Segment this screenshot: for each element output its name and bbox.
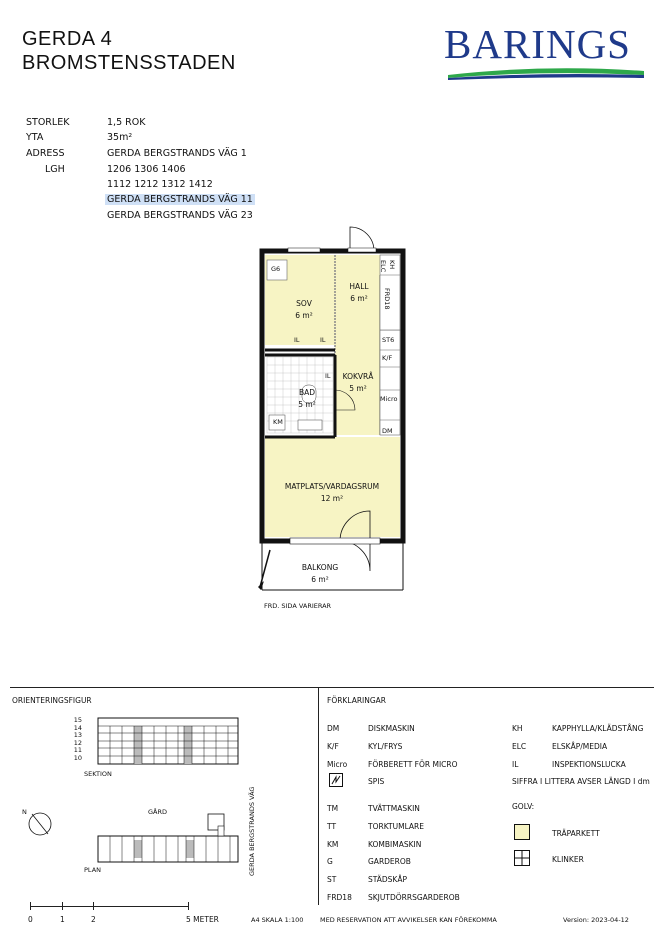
tag-il-2: IL [320, 336, 326, 344]
legend-text: SKJUTDÖRRSGARDEROB [368, 893, 460, 902]
scale-label: 5 METER [186, 915, 219, 924]
room-name: SOV [296, 299, 312, 308]
scale-text: A4 SKALA 1:100 [251, 916, 304, 924]
fact-label-yta: YTA [26, 132, 44, 143]
legend-text: TVÄTTMASKIN [368, 804, 420, 813]
fact-address-extra: GERDA BERGSTRANDS VÄG 23 [107, 210, 253, 221]
north-label: N [22, 808, 27, 816]
legend-text: KYL/FRYS [368, 742, 403, 751]
tag-elc: ELC [379, 260, 387, 273]
tag-km: KM [273, 418, 283, 426]
legend-text: TORKTUMLARE [368, 822, 425, 831]
floor-number: 12 [73, 738, 82, 747]
floor-numbers [72, 717, 82, 763]
legend-code: IL [512, 760, 519, 769]
legend-code: KM [327, 840, 339, 849]
street-label: GERDA BERGSTRANDS VÄG [248, 786, 256, 876]
tag-g6: G6 [271, 265, 281, 273]
legend-text: TRÄPARKETT [552, 829, 600, 838]
floor-number: 11 [73, 746, 82, 755]
tag-kf: K/F [382, 354, 393, 362]
reservation-text: MED RESERVATION ATT AVVIKELSER KAN FÖREKOMMA [320, 916, 497, 924]
legend-code: TM [327, 804, 339, 813]
room-hall [346, 282, 372, 303]
fact-value-adress: GERDA BERGSTRANDS VÄG 1 [107, 148, 247, 159]
legend-text: KOMBIMASKIN [368, 840, 422, 849]
legend-text: SPIS [368, 777, 385, 786]
legend-text: KLINKER [552, 855, 584, 864]
fact-value-yta: 35m² [107, 132, 133, 143]
fact-label-adress: ADRESS [26, 148, 65, 159]
room-name: KOKVRÅ [342, 372, 374, 381]
scale-label: 2 [91, 915, 96, 924]
scale-tick [93, 902, 94, 910]
tag-micro: Micro [380, 395, 398, 403]
scale-bar [30, 906, 188, 907]
legend-text: FÖRBERETT FÖR MICRO [368, 760, 458, 769]
legend-code: Micro [327, 760, 348, 769]
legend-text: DISKMASKIN [368, 724, 415, 733]
room-name: BAD [298, 388, 316, 397]
section-label: SEKTION [84, 770, 112, 778]
fact-label-lgh: LGH [45, 164, 65, 175]
parquet-swatch [514, 824, 530, 840]
scale-tick [188, 902, 189, 910]
legend-code: KH [512, 724, 523, 733]
facade-note: FRD. SIDA VARIERAR [264, 602, 332, 610]
floor-plan [240, 215, 440, 595]
room-balkong [300, 563, 340, 584]
room-area: 6 m² [295, 311, 313, 320]
room-area: 5 m² [349, 384, 367, 393]
legend-text: KAPPHYLLA/KLÄDSTÅNG [552, 724, 644, 733]
barings-logo [444, 22, 649, 82]
version-text: Version: 2023-04-12 [563, 916, 629, 924]
legend-text: STÄDSKÅP [368, 875, 407, 884]
logo-swoosh-icon [444, 66, 649, 82]
room-area: 5 m² [298, 400, 316, 409]
plan-label: PLAN [84, 866, 101, 874]
divider [10, 687, 654, 688]
floor-number: 14 [73, 723, 82, 732]
fact-label-storlek: STORLEK [26, 117, 70, 128]
legend-text: INSPEKTIONSLUCKA [552, 760, 626, 769]
tag-frd18: FRD18 [383, 288, 391, 310]
project-title: GERDA 4 [22, 28, 113, 50]
legend-code: K/F [327, 742, 339, 751]
section-diagram [84, 716, 244, 768]
tag-dm: DM [382, 427, 393, 435]
room-area: 6 m² [350, 294, 368, 303]
room-bad [295, 388, 319, 409]
legend-text: ELSKÅP/MEDIA [552, 742, 608, 751]
legend-code: TT [327, 822, 337, 831]
tag-il-3: IL [325, 372, 331, 380]
legend-code: ELC [512, 742, 527, 751]
scale-label: 1 [60, 915, 65, 924]
divider-vertical [318, 687, 319, 905]
floor-number: 13 [73, 731, 82, 740]
room-name: BALKONG [301, 563, 339, 572]
site-plan [96, 812, 246, 868]
logo-wordmark: BARINGS [444, 21, 631, 67]
legend-text: GARDEROB [368, 857, 411, 866]
scale-label: 0 [28, 915, 33, 924]
scale-tick [30, 902, 31, 910]
fact-value-storlek: 1,5 ROK [107, 117, 146, 128]
fact-lgh-extra: 1112 1212 1312 1412 [107, 179, 213, 190]
room-vardagsrum [272, 482, 392, 503]
yard-label: GÅRD [148, 808, 168, 816]
floor-number: 10 [73, 753, 82, 762]
legend-code: G [327, 857, 333, 866]
project-subtitle: BROMSTENSSTADEN [22, 52, 236, 74]
legend-code: DM [327, 724, 340, 733]
legend-code: ST [327, 875, 337, 884]
compass-icon [26, 810, 54, 838]
room-area: 12 m² [320, 494, 344, 503]
tag-il-1: IL [294, 336, 300, 344]
room-kokvra [340, 372, 376, 393]
tile-swatch-icon [514, 850, 530, 866]
scale-tick [62, 902, 63, 910]
room-name: HALL [349, 282, 369, 291]
fact-value-lgh: 1206 1306 1406 [107, 164, 186, 175]
room-sov [294, 299, 314, 320]
tag-kh: KH [388, 260, 396, 270]
orientation-title: ORIENTERINGSFIGUR [12, 696, 92, 705]
fact-address-highlighted: GERDA BERGSTRANDS VÄG 11 [107, 194, 253, 205]
floor-heading: GOLV: [512, 802, 535, 811]
room-area: 6 m² [311, 575, 329, 584]
legend-title: FÖRKLARINGAR [327, 696, 387, 705]
legend-code: FRD18 [327, 893, 352, 902]
room-name: MATPLATS/VARDAGSRUM [284, 482, 380, 491]
tag-st6: ST6 [382, 336, 395, 344]
stove-icon [329, 773, 343, 787]
legend-note: SIFFRA I LITTERA AVSER LÄNGD I dm [512, 777, 650, 786]
floor-number: 15 [73, 716, 82, 724]
